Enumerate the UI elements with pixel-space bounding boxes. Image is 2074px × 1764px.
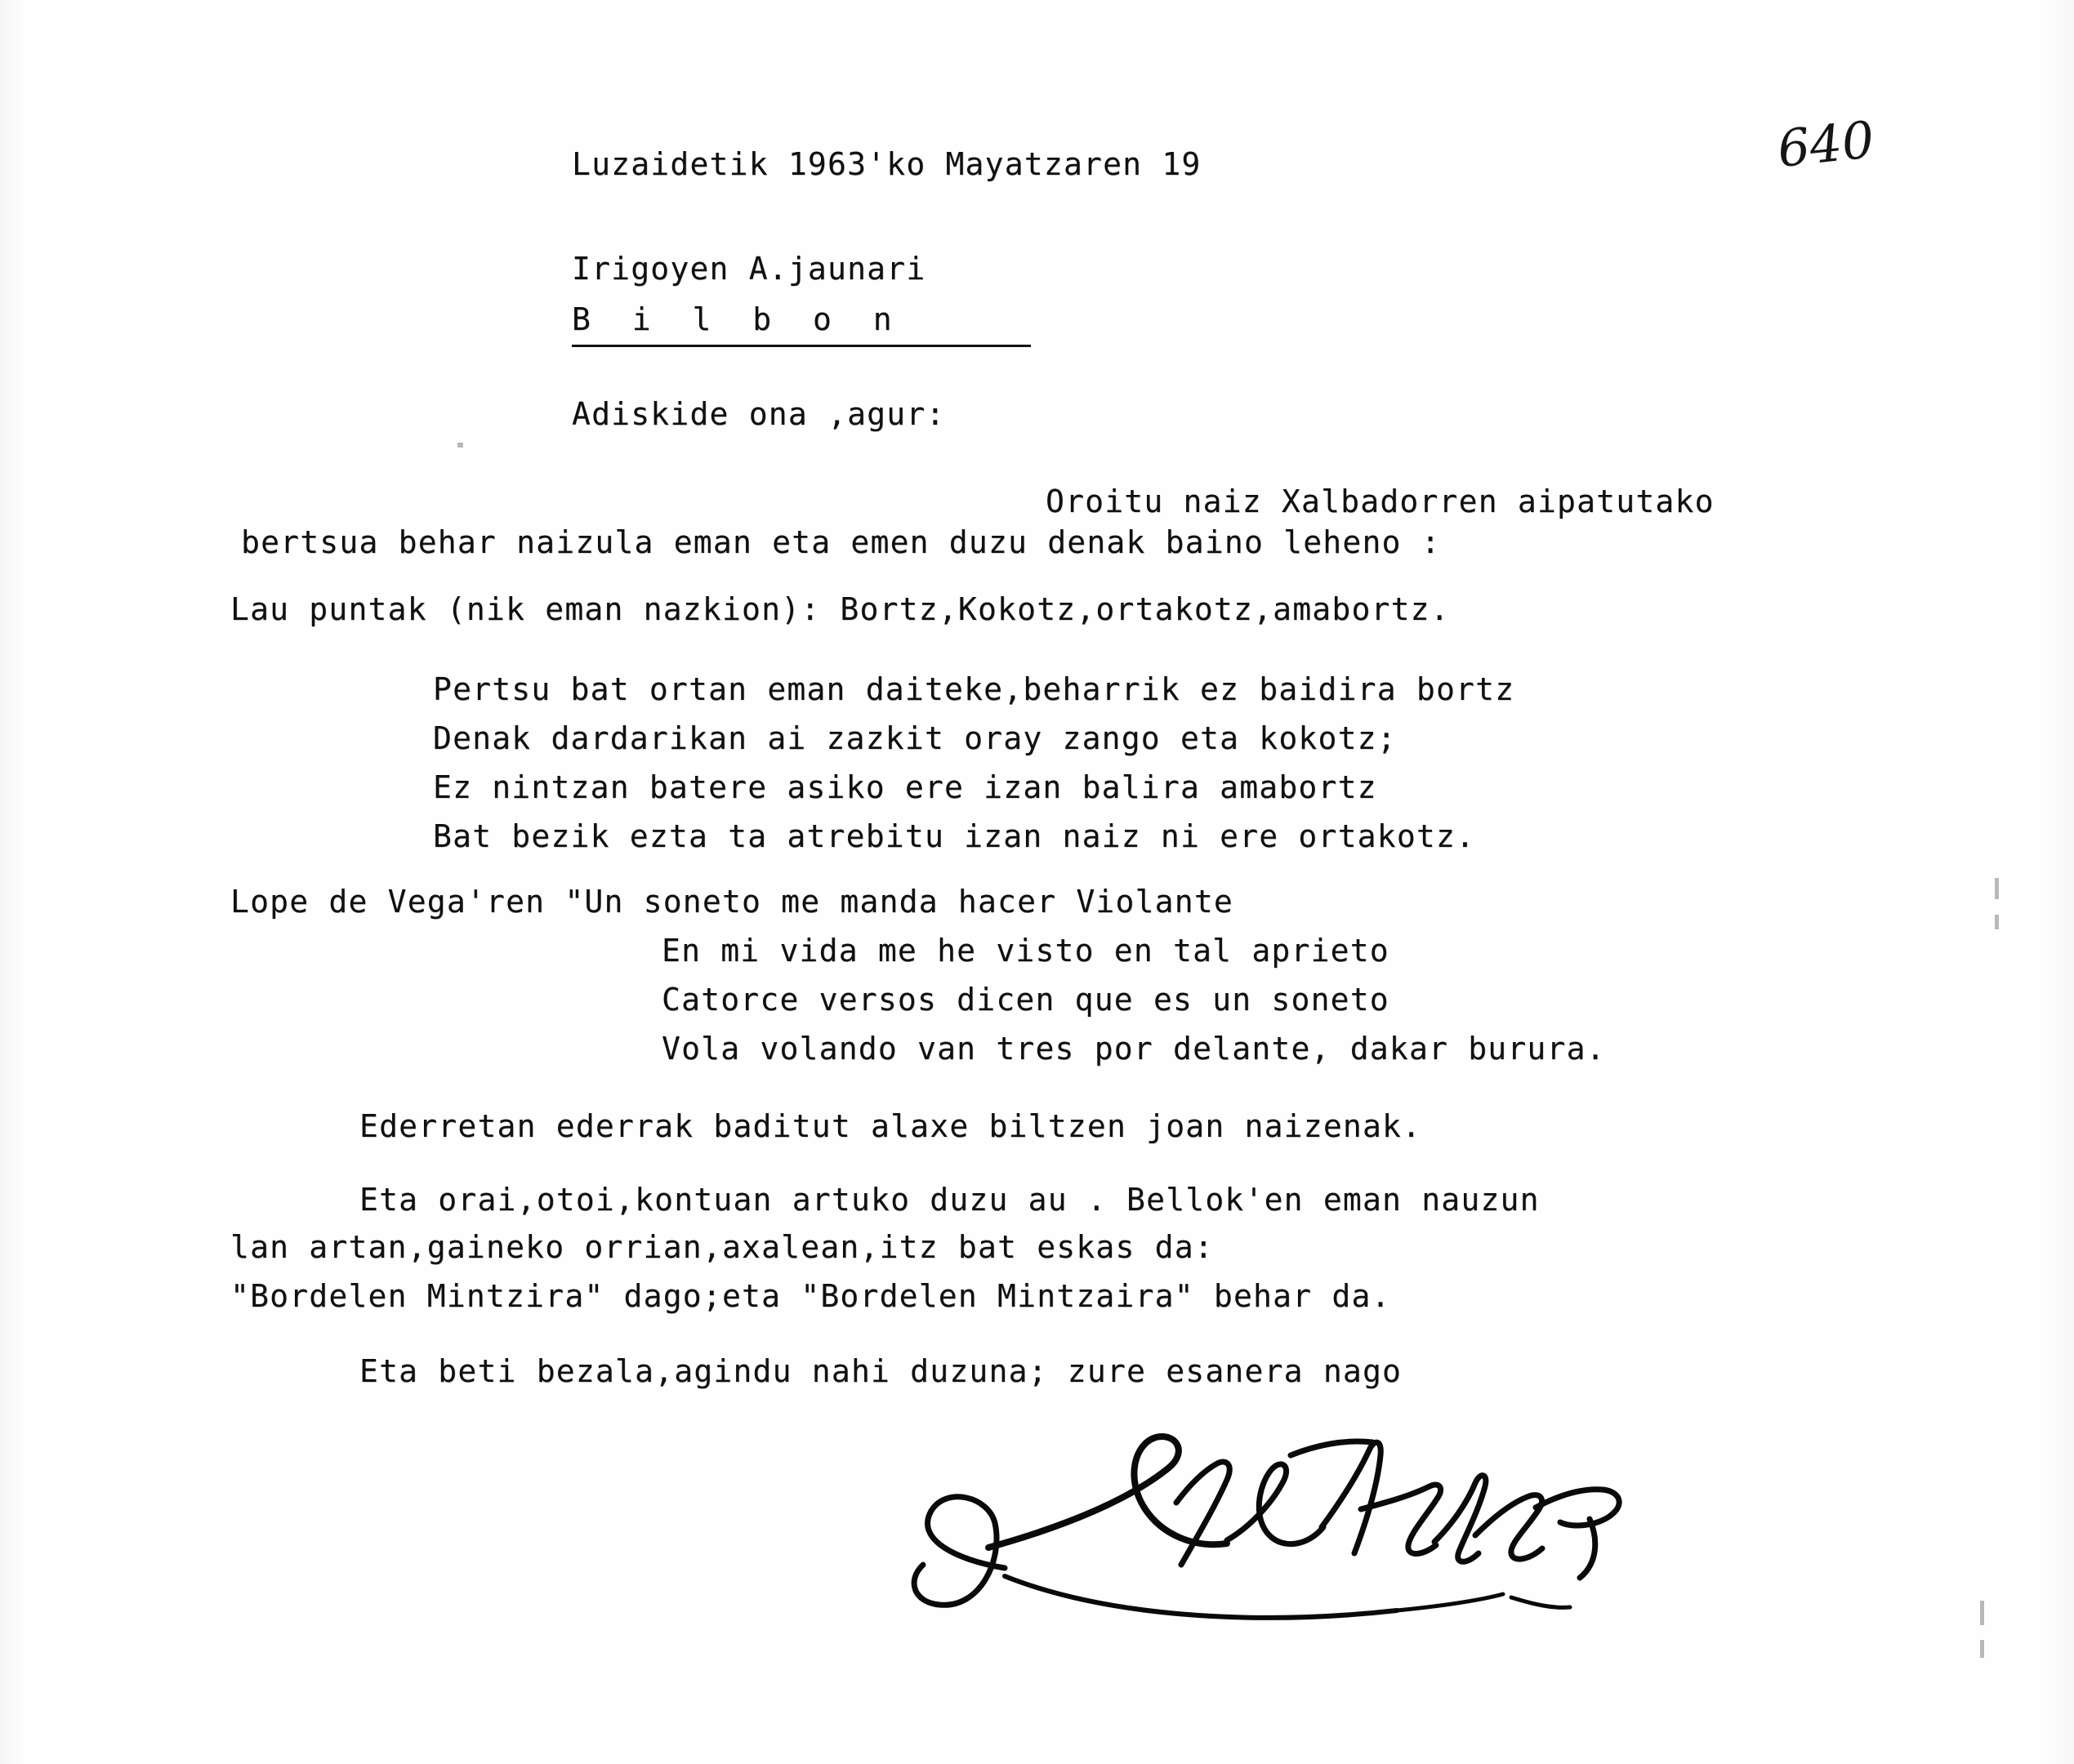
letter-salutation: Adiskide ona ,agur: <box>572 396 946 432</box>
body-line: Pertsu bat ortan eman daiteke,beharrik ez baidira bortz <box>433 671 1515 707</box>
handwritten-signature <box>907 1405 1666 1650</box>
scan-speck <box>1995 915 1999 929</box>
letter-place-date: Luzaidetik 1963'ko Mayatzaren 19 <box>572 146 1202 182</box>
body-line: Ez nintzan batere asiko ere izan balira amabortz <box>433 769 1377 805</box>
body-line: Oroitu naiz Xalbadorren aipatutako <box>1046 483 1715 519</box>
body-line: "Bordelen Mintzira" dago;eta "Bordelen Mintzaira" behar da. <box>230 1278 1391 1314</box>
body-line: Denak dardarikan ai zazkit oray zango eta kokotz; <box>433 720 1397 756</box>
body-line: Lau puntak (nik eman nazkion): Bortz,Kokotz,ortakotz,amabortz. <box>230 591 1450 627</box>
scan-edge-right <box>2041 0 2074 1764</box>
scan-speck <box>457 443 463 448</box>
body-line: Bat bezik ezta ta atrebitu izan naiz ni ere ortakotz. <box>433 818 1476 854</box>
body-line: Eta beti bezala,agindu nahi duzuna; zure esanera nago <box>359 1353 1403 1389</box>
body-line: En mi vida me he visto en tal aprieto <box>662 933 1389 969</box>
body-line: Catorce versos dicen que es un soneto <box>662 982 1389 1018</box>
letter-addressee-city: B i l b o n <box>572 301 903 337</box>
body-line: Eta orai,otoi,kontuan artuko duzu au . Bellok'en eman nauzun <box>359 1182 1540 1218</box>
addressee-city-underline <box>572 345 1031 347</box>
page-number: 640 <box>1774 109 1877 179</box>
body-line: Ederretan ederrak baditut alaxe biltzen joan naizenak. <box>359 1108 1422 1144</box>
scan-speck <box>1995 878 1999 899</box>
scan-speck <box>1980 1640 1984 1658</box>
body-line: bertsua behar naizula eman eta emen duzu denak baino leheno : <box>241 524 1441 560</box>
body-line: Vola volando van tres por delante, dakar burura. <box>662 1031 1606 1067</box>
letter-addressee: Irigoyen A.jaunari <box>572 251 926 287</box>
body-line: Lope de Vega'ren "Un soneto me manda hacer Violante <box>230 884 1233 920</box>
body-line: lan artan,gaineko orrian,axalean,itz bat eskas da: <box>230 1229 1214 1265</box>
scan-speck <box>1980 1601 1984 1625</box>
scan-edge-left <box>0 0 28 1764</box>
